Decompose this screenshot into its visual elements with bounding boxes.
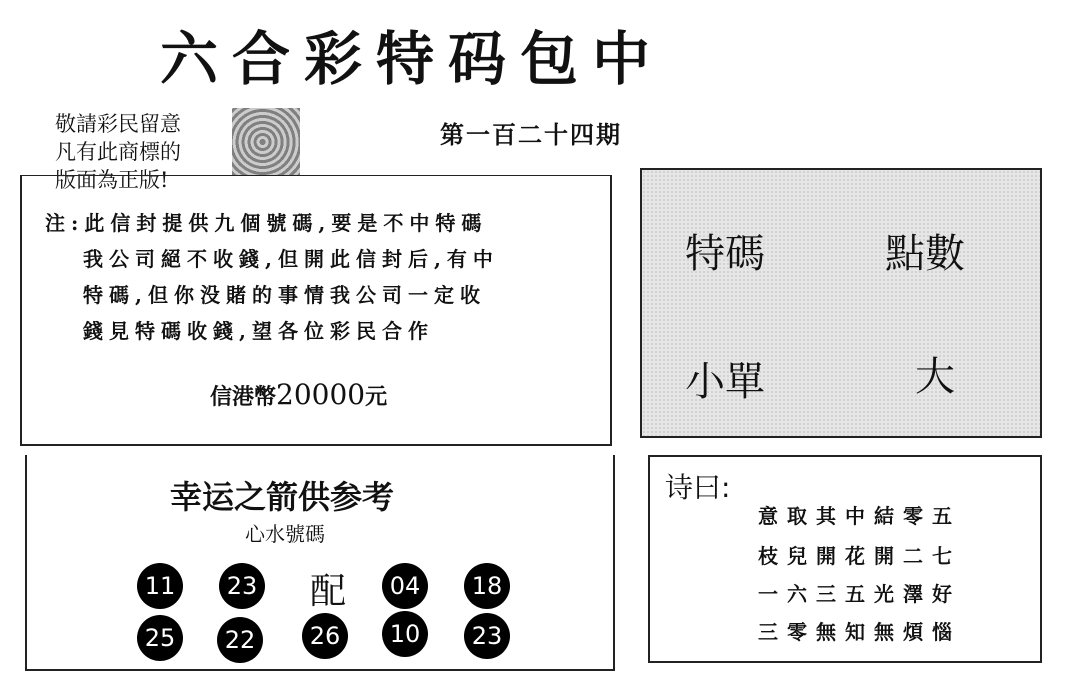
number-ball: 18 bbox=[464, 563, 510, 609]
number-ball: 04 bbox=[382, 563, 428, 609]
note-text bbox=[45, 205, 499, 349]
reward-prefix: 信港幣 bbox=[210, 384, 277, 410]
note-label: 注: bbox=[45, 211, 85, 235]
lucky-title: 幸运之箭供参考 bbox=[170, 478, 395, 516]
points-value: 大 bbox=[915, 354, 955, 400]
notice-line: 凡有此商標的 bbox=[55, 140, 181, 164]
notice-line: 敬請彩民留意 bbox=[55, 112, 181, 136]
number-ball: 26 bbox=[302, 613, 348, 659]
poem-heading: 诗曰: bbox=[665, 471, 731, 504]
poem-line: 三零無知無煩惱 bbox=[758, 620, 961, 644]
issue-number: 第一百二十四期 bbox=[440, 120, 622, 149]
number-ball: 25 bbox=[137, 615, 183, 661]
reward-amount bbox=[210, 378, 387, 411]
number-ball: 23 bbox=[219, 563, 265, 609]
note-line: 我公司絕不收錢,但開此信封后,有中 bbox=[83, 247, 499, 271]
number-ball: 22 bbox=[217, 617, 263, 663]
reward-number: 20000 bbox=[276, 378, 366, 411]
lucky-subtitle: 心水號碼 bbox=[245, 522, 325, 546]
number-ball: 11 bbox=[137, 563, 183, 609]
poem-line: 一六三五光澤好 bbox=[758, 582, 961, 606]
notice-line: 版面為正版! bbox=[55, 168, 169, 192]
reward-suffix: 元 bbox=[365, 384, 388, 410]
poem-line: 枝兒開花開二七 bbox=[758, 544, 961, 568]
trademark-logo-image bbox=[232, 108, 300, 176]
points-label: 點數 bbox=[885, 231, 965, 277]
number-ball: 10 bbox=[382, 611, 428, 657]
note-line: 特碼,但你没賭的事情我公司一定收 bbox=[83, 283, 486, 307]
special-value: 小單 bbox=[685, 359, 765, 405]
note-line: 此信封提供九個號碼,要是不中特碼 bbox=[84, 211, 488, 235]
poem-line: 意取其中結零五 bbox=[758, 504, 961, 528]
note-line: 錢見特碼收錢,望各位彩民合作 bbox=[83, 319, 434, 343]
pair-label: 配 bbox=[310, 571, 347, 612]
special-label: 特碼 bbox=[685, 231, 765, 277]
page-title: 六合彩特码包中 bbox=[160, 25, 665, 93]
number-ball: 23 bbox=[464, 613, 510, 659]
